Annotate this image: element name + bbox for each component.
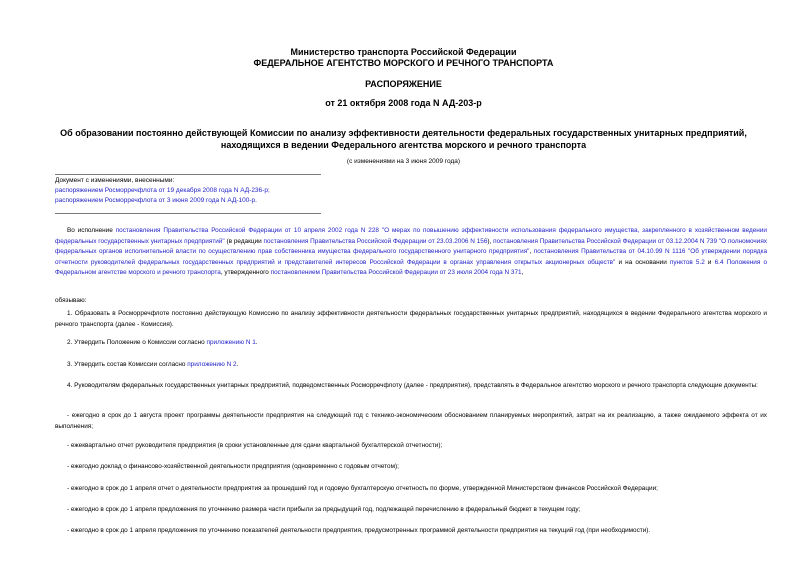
document-date-number: от 21 октября 2008 года N АД-203-р	[325, 98, 482, 108]
item-2	[55, 338, 767, 349]
preamble-text-4: ,	[529, 248, 534, 256]
ministry-name: Министерство транспорта Российской Федерации	[290, 47, 517, 57]
document-type: РАСПОРЯЖЕНИЕ	[365, 79, 442, 89]
item-4-dash-5: - ежегодно в срок до 1 апреля предложения по уточнению размера части прибыли за предыдущий год, подлежащей перечислению в федеральный бюджет в текущем году;	[67, 506, 581, 513]
preamble-paragraph	[55, 226, 767, 279]
item-2-end: .	[255, 339, 258, 346]
preamble-link-decree-1116[interactable]: постановления Правительства от 04.10.99 N 1116 "Об утверждении порядка отчетности руководителей федеральных государственных предприятий и представителей интересов Российской Федерации в органах управления открытых акционерных обществ"	[55, 248, 767, 266]
agency-name: ФЕДЕРАЛЬНОЕ АГЕНТСТВО МОРСКОГО И РЕЧНОГО ТРАНСПОРТА	[253, 58, 554, 68]
amendment-link-2[interactable]: распоряжением Росморречфлота от 3 июня 2009 года N АД-100-р.	[55, 197, 257, 204]
document-title-line2: находящихся в ведении Федерального агентства морского и речного транспорта	[220, 140, 587, 150]
preamble-link-regulation[interactable]: 6.4 Положения о Федеральном агентстве морского и речного транспорта	[55, 258, 768, 277]
preamble-link-points[interactable]: пунктов 5.2	[669, 258, 705, 266]
preamble-link-decree-371[interactable]: постановлением Правительства Российской Федерации от 23 июля 2004 года N 371	[270, 269, 522, 277]
amendments-top-rule	[55, 174, 321, 175]
preamble-text-2: (в редакции	[224, 237, 264, 245]
item-4-dash-6: - ежегодно в срок до 1 апреля предложения по уточнению показателей деятельности предприятия, предусмотренных программой деятельности предприятия на текущий год (при необходимости).	[67, 527, 651, 534]
preamble-text-5: и на основании	[615, 258, 670, 266]
obligate-text: обязываю:	[55, 297, 87, 304]
item-3-text: 3. Утвердить состав Комиссии согласно	[67, 361, 188, 368]
item-3-end: .	[236, 361, 239, 368]
preamble-text-7: , утвержденного	[220, 269, 271, 277]
item-4-dash-1: - ежегодно в срок до 1 августа проект программы деятельности предприятия на следующий год с технико-экономическим обоснованием планируемых мероприятий, затрат на их реализацию, а также ожидаемого эффекта от их выполнения;	[55, 412, 767, 430]
preamble-text-3: ),	[487, 237, 494, 245]
preamble-text-1: Во исполнение	[67, 227, 116, 234]
appendix-1-link[interactable]: приложению N 1	[206, 339, 256, 346]
item-3	[55, 360, 767, 371]
item-4: 4. Руководителям федеральных государственных унитарных предприятий, подведомственных Росморречфлоту (далее - предприятия), представлять в Федеральное агентство морского и речного транспорта следующие документы:	[67, 382, 758, 389]
preamble-link-decree-156[interactable]: постановления Правительства Российской Федерации от 23.03.2006 N 156	[263, 237, 488, 245]
item-4-dash-2: - ежеквартально отчет руководителя предприятия (в сроки установленные для сдачи квартальной бухгалтерской отчетности);	[67, 442, 443, 449]
preamble-text-6: и	[704, 258, 715, 266]
document-title-line1: Об образовании постоянно действующей Комиссии по анализу эффективности деятельности федеральных государственных унитарных предприятий,	[60, 128, 747, 138]
appendix-2-link[interactable]: приложению N 2	[187, 361, 237, 368]
item-4-dash-4: - ежегодно в срок до 1 апреля отчет о деятельности предприятия за прошедший год и годовую бухгалтерскую отчетность по форме, утвержденной Министерством финансов Российской Федерации;	[67, 485, 658, 492]
item-1: 1. Образовать в Росморречфлоте постоянно действующую Комиссию по анализу эффективности деятельности федеральных государственных унитарных предприятий, находящихся в ведении Федерального агентства морского и речного транспорта (далее - Комиссия).	[55, 310, 767, 328]
item-2-text: 2. Утвердить Положение о Комиссии согласно	[67, 339, 207, 346]
preamble-link-decree-739[interactable]: постановления Правительства Российской Федерации от 03.12.2004 N 739 "О полномочиях федеральных органов исполнительной власти по осуществлению прав собственника имущества федерального государственного унитарного предприятия"	[55, 237, 767, 256]
preamble-text-8: ,	[521, 269, 524, 277]
changes-note: (с изменениями на 3 июня 2009 года)	[346, 158, 461, 165]
preamble-link-decree-228[interactable]: постановления Правительства Российской Федерации от 10 апреля 2002 года N 228 "О мерах по повышению эффективности использования федерального имущества, закрепленного в хозяйственном ведении федеральных государственных унитарных предприятий"	[55, 227, 767, 245]
amendments-heading: Документ с изменениями, внесенными:	[55, 177, 175, 184]
amendment-link-1[interactable]: распоряжением Росморречфлота от 19 декабря 2008 года N АД-236-р;	[55, 187, 270, 194]
item-4-dash-3: - ежегодно доклад о финансово-хозяйственной деятельности предприятия (одновременно с годовым отчетом);	[67, 463, 399, 470]
amendments-bottom-rule	[55, 213, 321, 214]
